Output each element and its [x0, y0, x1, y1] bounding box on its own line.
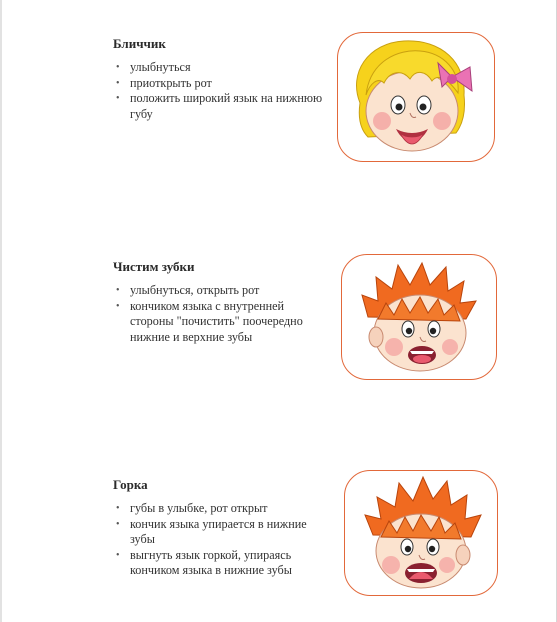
exercise-title: Чистим зубки — [113, 259, 195, 274]
exercise-blinchik — [113, 36, 328, 122]
exercise-step: • выгнуть язык горкой, упираясь кончиком языка в нижние зубы — [130, 548, 328, 579]
exercise-step: • положить широкий язык на нижнюю губу — [130, 91, 328, 122]
exercise-step: • губы в улыбке, рот открыт — [130, 501, 328, 517]
exercise-steps — [113, 501, 328, 579]
exercise-steps — [113, 60, 328, 122]
exercise-gorka — [113, 477, 328, 579]
page-left-edge — [0, 0, 2, 622]
exercise-step: • улыбнуться, открыть рот — [130, 283, 328, 299]
girl-blonde-tongue-out-illustration — [337, 32, 495, 162]
exercise-step: • кончиком языка с внутренней стороны "почистить" поочередно нижние и верхние зубы — [130, 299, 328, 346]
exercise-step: • кончик языка упирается в нижние зубы — [130, 517, 328, 548]
exercise-title: Горка — [113, 477, 148, 492]
exercise-title: Бличчик — [113, 36, 166, 51]
exercise-step: • улыбнуться — [130, 60, 328, 76]
exercise-steps — [113, 283, 328, 345]
boy-redhead-brushing-teeth-illustration — [341, 254, 497, 380]
boy-redhead-tongue-hill-illustration — [344, 470, 498, 596]
exercise-step: • приоткрыть рот — [130, 76, 328, 92]
exercise-chistim-zubki — [113, 259, 328, 345]
